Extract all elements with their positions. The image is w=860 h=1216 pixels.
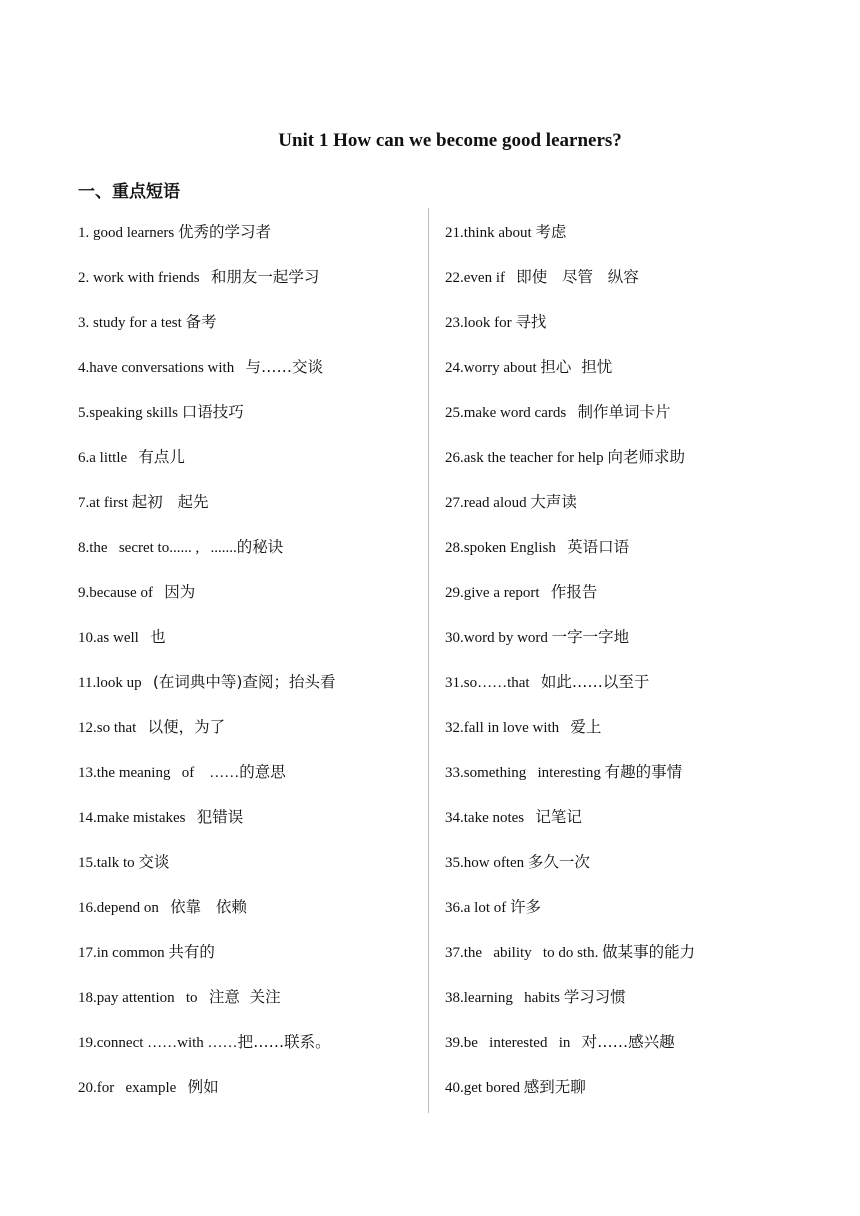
phrase-item xyxy=(445,435,845,480)
phrase-english: 16.depend on xyxy=(78,900,171,916)
phrase-item xyxy=(445,705,845,750)
phrase-english: 8.the secret to...... , ....... xyxy=(78,540,237,556)
phrase-english: 34.take notes xyxy=(445,810,536,826)
phrase-english: 6.a little xyxy=(78,450,139,466)
phrase-english: 10.as well xyxy=(78,630,151,646)
phrase-english: 20.for example xyxy=(78,1080,188,1096)
phrase-chinese: 把……联系。 xyxy=(237,1033,331,1051)
phrase-chinese: 备考 xyxy=(185,313,217,331)
phrase-english: 24.worry about xyxy=(445,360,541,376)
phrase-item xyxy=(445,660,845,705)
phrase-item xyxy=(78,975,423,1020)
phrase-chinese: 有点儿 xyxy=(138,448,185,466)
phrase-chinese: 学习习惯 xyxy=(563,988,626,1006)
phrase-item xyxy=(445,930,845,975)
phrase-english: 11.look up xyxy=(78,675,153,691)
phrase-english: 2. work with friends xyxy=(78,270,211,286)
phrase-list-right xyxy=(445,210,845,1110)
phrase-chinese: 一字一字地 xyxy=(551,628,630,646)
phrase-chinese: 共有的 xyxy=(168,943,215,961)
phrase-chinese: 的意思 xyxy=(239,763,286,781)
phrase-english: 35.how often xyxy=(445,855,528,871)
phrase-item xyxy=(78,525,423,570)
phrase-english: 37.the ability to do sth. xyxy=(445,945,603,961)
phrase-chinese: 对……感兴趣 xyxy=(581,1033,675,1051)
phrase-item xyxy=(78,390,423,435)
phrase-item xyxy=(78,660,423,705)
phrase-chinese: 英语口语 xyxy=(567,538,630,556)
phrase-item xyxy=(78,750,423,795)
page-title: Unit 1 How can we become good learners? xyxy=(278,130,622,151)
phrase-english: 36.a lot of xyxy=(445,900,510,916)
phrase-item xyxy=(445,345,845,390)
phrase-english: 31.so……that xyxy=(445,675,541,691)
phrase-item xyxy=(445,210,845,255)
phrase-item xyxy=(78,1065,423,1110)
phrase-item xyxy=(78,255,423,300)
phrase-english: 23.look for xyxy=(445,315,516,331)
phrase-item xyxy=(445,1065,845,1110)
phrase-chinese: 的秘诀 xyxy=(236,538,284,556)
phrase-item xyxy=(78,840,423,885)
phrase-english: 3. study for a test xyxy=(78,315,186,331)
phrase-item xyxy=(78,930,423,975)
phrase-chinese: 作报告 xyxy=(550,583,598,601)
phrase-chinese: 大声读 xyxy=(530,493,577,511)
phrase-chinese: 制作单词卡片 xyxy=(577,403,671,421)
phrase-item xyxy=(445,480,845,525)
phrase-english: 29.give a report xyxy=(445,585,551,601)
phrase-english: 33.something interesting xyxy=(445,765,605,781)
phrase-english: 4.have conversations with xyxy=(78,360,246,376)
phrase-english: 26.ask the teacher for help xyxy=(445,450,608,466)
phrase-item xyxy=(445,885,845,930)
phrase-chinese: 即使 尽管 纵容 xyxy=(516,268,639,286)
phrase-english: 39.be interested in xyxy=(445,1035,582,1051)
phrase-chinese: 也 xyxy=(150,628,166,646)
phrase-chinese: 寻找 xyxy=(515,313,547,331)
phrase-chinese: 起初 起先 xyxy=(131,493,209,511)
phrase-english: 27.read aloud xyxy=(445,495,531,511)
phrase-chinese: 如此……以至于 xyxy=(540,673,650,691)
phrase-item xyxy=(78,705,423,750)
phrase-english: 40.get bored xyxy=(445,1080,524,1096)
phrase-chinese: (在词典中等)查阅；抬头看 xyxy=(152,673,336,691)
phrase-chinese: 与……交谈 xyxy=(245,358,323,376)
phrase-chinese: 和朋友一起学习 xyxy=(210,268,320,286)
phrase-chinese: 担心 担忧 xyxy=(540,358,613,376)
phrase-english: 21.think about xyxy=(445,225,536,241)
phrase-item xyxy=(445,975,845,1020)
phrase-chinese: 多久一次 xyxy=(527,853,590,871)
phrase-chinese: 做某事的能力 xyxy=(602,943,696,961)
column-divider xyxy=(428,208,429,1113)
phrase-chinese: 考虑 xyxy=(535,223,567,241)
phrase-chinese: 例如 xyxy=(187,1078,219,1096)
section-heading: 一、重点短语 xyxy=(78,182,180,202)
phrase-item xyxy=(445,1020,845,1065)
phrase-english: 30.word by word xyxy=(445,630,552,646)
phrase-item xyxy=(78,435,423,480)
phrase-chinese: 犯错误 xyxy=(196,808,244,826)
phrase-item xyxy=(78,1020,423,1065)
phrase-chinese: 向老师求助 xyxy=(607,448,685,466)
phrase-english: 22.even if xyxy=(445,270,517,286)
phrase-item xyxy=(445,795,845,840)
phrase-item xyxy=(445,390,845,435)
phrase-item xyxy=(78,615,423,660)
phrase-item xyxy=(78,345,423,390)
phrase-english: 17.in common xyxy=(78,945,169,961)
phrase-item xyxy=(78,210,423,255)
phrase-english: 15.talk to xyxy=(78,855,139,871)
phrase-item xyxy=(78,300,423,345)
phrase-english: 18.pay attention to xyxy=(78,990,209,1006)
phrase-chinese: 许多 xyxy=(510,898,542,916)
phrase-chinese: 因为 xyxy=(164,583,196,601)
phrase-item xyxy=(445,750,845,795)
phrase-chinese: 口语技巧 xyxy=(181,403,244,421)
phrase-english: 12.so that xyxy=(78,720,148,736)
phrase-item xyxy=(445,840,845,885)
phrase-english: 13.the meaning of …… xyxy=(78,765,240,781)
phrase-item xyxy=(445,615,845,660)
phrase-english: 19.connect ……with …… xyxy=(78,1035,238,1051)
phrase-item xyxy=(445,525,845,570)
phrase-english: 7.at first xyxy=(78,495,132,511)
phrase-chinese: 依靠 依赖 xyxy=(170,898,247,916)
phrase-chinese: 优秀的学习者 xyxy=(177,223,271,241)
phrase-chinese: 注意 关注 xyxy=(208,988,281,1006)
phrase-chinese: 有趣的事情 xyxy=(604,763,683,781)
phrase-item xyxy=(78,570,423,615)
phrase-item xyxy=(445,255,845,300)
phrase-chinese: 以便，为了 xyxy=(147,718,226,736)
phrase-english: 28.spoken English xyxy=(445,540,568,556)
phrase-english: 5.speaking skills xyxy=(78,405,182,421)
phrase-item xyxy=(78,795,423,840)
phrase-chinese: 爱上 xyxy=(570,718,602,736)
phrase-english: 38.learning habits xyxy=(445,990,564,1006)
phrase-item xyxy=(78,885,423,930)
phrase-english: 25.make word cards xyxy=(445,405,578,421)
phrase-chinese: 记笔记 xyxy=(535,808,582,826)
phrase-item xyxy=(78,480,423,525)
phrase-item xyxy=(445,570,845,615)
phrase-list-left xyxy=(78,210,423,1110)
phrase-english: 1. good learners xyxy=(78,225,178,241)
phrase-english: 14.make mistakes xyxy=(78,810,197,826)
phrase-item xyxy=(445,300,845,345)
phrase-chinese: 感到无聊 xyxy=(523,1078,586,1096)
phrase-chinese: 交谈 xyxy=(138,853,170,871)
phrase-english: 9.because of xyxy=(78,585,165,601)
phrase-english: 32.fall in love with xyxy=(445,720,571,736)
